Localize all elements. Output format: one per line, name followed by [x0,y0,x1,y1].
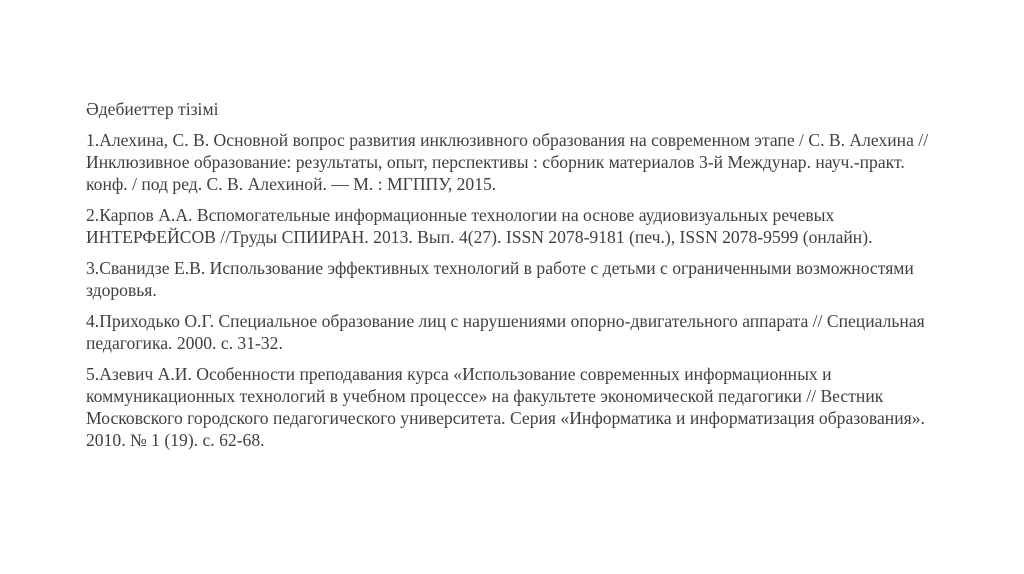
reference-item-5: 5.Азевич А.И. Особенности преподавания курса «Использование современных информационных и коммуникационных технологий в учебном процессе» на факультете экономической педагогики // Вестник Московского городского педагогического университета. Серия «Информатика и информатизация образования». 2010. № 1 (19). с. 62-68. [86,364,925,450]
slide-content [86,98,946,460]
reference-item-1: 1.Алехина, С. В. Основной вопрос развития инклюзивного образования на современном этапе / С. В. Алехина // Инклюзивное образование: результаты, опыт, перспективы : сборник материалов 3-й Междунар. науч.-практ. конф. / под ред. С. В. Алехиной. — М. : МГППУ, 2015. [86,130,929,194]
reference-item-2: 2.Карпов А.А. Вспомогательные информационные технологии на основе аудиовизуальных речевых ИНТЕРФЕЙСОВ //Труды СПИИРАН. 2013. Вып. 4(27). ISSN 2078-9181 (печ.), ISSN 2078-9599 (онлайн). [86,205,873,247]
reference-item-4: 4.Приходько О.Г. Специальное образование лиц с нарушениями опорно-двигательного аппарата // Специальная педагогика. 2000. с. 31-32. [86,311,925,353]
references-heading: Әдебиеттер тізімі [86,99,219,119]
reference-item-3: 3.Сванидзе Е.В. Использование эффективных технологий в работе с детьми с ограниченными возможностями здоровья. [86,258,914,300]
